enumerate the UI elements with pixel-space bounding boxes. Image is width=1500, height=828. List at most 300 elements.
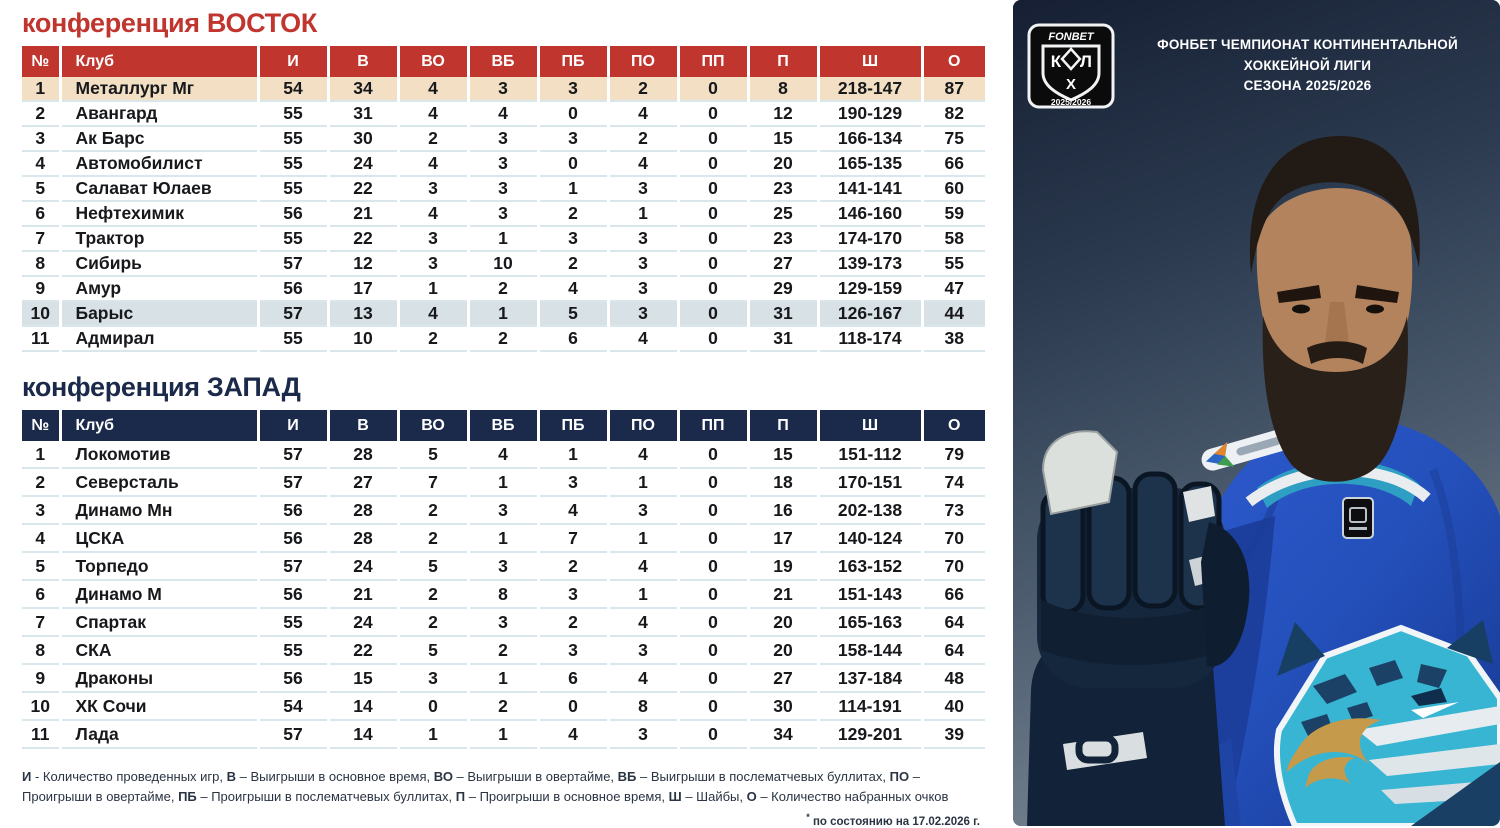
- stat-cell: 30: [328, 126, 398, 151]
- stat-cell: 190-129: [818, 101, 922, 126]
- stat-cell: 4: [608, 151, 678, 176]
- column-header: №: [22, 410, 60, 441]
- stat-cell: 13: [328, 301, 398, 326]
- stat-cell: 0: [678, 301, 748, 326]
- position-cell: 4: [22, 151, 60, 176]
- stat-cell: 0: [678, 468, 748, 496]
- stat-cell: 55: [258, 226, 328, 251]
- stat-cell: 57: [258, 251, 328, 276]
- stat-cell: 47: [922, 276, 985, 301]
- stat-cell: 3: [608, 176, 678, 201]
- stat-cell: 0: [678, 77, 748, 101]
- stat-cell: 56: [258, 580, 328, 608]
- stat-cell: 2: [398, 608, 468, 636]
- position-cell: 10: [22, 692, 60, 720]
- stat-cell: 0: [678, 151, 748, 176]
- table-row: [22, 496, 985, 524]
- stat-cell: 19: [748, 552, 818, 580]
- stat-cell: 57: [258, 301, 328, 326]
- column-header: ВБ: [468, 410, 538, 441]
- stat-cell: 4: [608, 101, 678, 126]
- stat-cell: 3: [608, 301, 678, 326]
- column-header: Ш: [818, 46, 922, 77]
- stat-cell: 55: [258, 151, 328, 176]
- stat-cell: 57: [258, 468, 328, 496]
- table-row: [22, 608, 985, 636]
- stat-cell: 1: [468, 468, 538, 496]
- chest-leopard-logo: [1277, 620, 1500, 826]
- stat-cell: 2: [468, 276, 538, 301]
- stat-cell: 137-184: [818, 664, 922, 692]
- stat-cell: 70: [922, 524, 985, 552]
- conference-west: [22, 372, 985, 749]
- column-header: О: [922, 410, 985, 441]
- stat-cell: 0: [538, 151, 608, 176]
- stat-cell: 57: [258, 552, 328, 580]
- club-cell: Авангард: [60, 101, 258, 126]
- stat-cell: 8: [748, 77, 818, 101]
- club-cell: СКА: [60, 636, 258, 664]
- promo-panel: [1013, 0, 1500, 826]
- stat-cell: 3: [608, 226, 678, 251]
- position-cell: 2: [22, 101, 60, 126]
- stat-cell: 1: [538, 441, 608, 468]
- stat-cell: 4: [468, 101, 538, 126]
- stat-cell: 0: [678, 326, 748, 351]
- stat-cell: 8: [608, 692, 678, 720]
- stat-cell: 3: [468, 496, 538, 524]
- table-row: [22, 101, 985, 126]
- badge-letter-k: К: [1050, 52, 1062, 71]
- stat-cell: 54: [258, 77, 328, 101]
- stat-cell: 114-191: [818, 692, 922, 720]
- stat-cell: 38: [922, 326, 985, 351]
- stat-cell: 4: [398, 151, 468, 176]
- position-cell: 6: [22, 580, 60, 608]
- stat-cell: 2: [538, 552, 608, 580]
- stat-cell: 7: [398, 468, 468, 496]
- stat-cell: 1: [468, 720, 538, 748]
- table-row: [22, 151, 985, 176]
- club-cell: Салават Юлаев: [60, 176, 258, 201]
- column-header: В: [328, 46, 398, 77]
- stat-cell: 0: [678, 101, 748, 126]
- stat-cell: 3: [468, 126, 538, 151]
- stat-cell: 3: [468, 552, 538, 580]
- stat-cell: 0: [678, 720, 748, 748]
- stat-cell: 2: [538, 201, 608, 226]
- stat-cell: 0: [538, 692, 608, 720]
- stat-cell: 55: [922, 251, 985, 276]
- stat-cell: 0: [678, 580, 748, 608]
- column-header: ПП: [678, 46, 748, 77]
- badge-season: 2025/2026: [1050, 97, 1092, 107]
- stat-cell: 3: [538, 580, 608, 608]
- column-header: ПО: [608, 46, 678, 77]
- column-header: ВО: [398, 410, 468, 441]
- stat-cell: 0: [398, 692, 468, 720]
- stat-cell: 2: [468, 636, 538, 664]
- stat-cell: 14: [328, 720, 398, 748]
- stat-cell: 1: [538, 176, 608, 201]
- stat-cell: 4: [398, 301, 468, 326]
- column-header-club: Клуб: [60, 46, 258, 77]
- stat-cell: 0: [678, 664, 748, 692]
- club-cell: ХК Сочи: [60, 692, 258, 720]
- column-header: П: [748, 410, 818, 441]
- stat-cell: 4: [608, 326, 678, 351]
- stat-cell: 10: [328, 326, 398, 351]
- legend-abbr: ПБ: [178, 789, 197, 805]
- stat-cell: 66: [922, 151, 985, 176]
- stat-cell: 170-151: [818, 468, 922, 496]
- stat-cell: 3: [398, 664, 468, 692]
- footnote-star: *: [806, 812, 810, 823]
- position-cell: 4: [22, 524, 60, 552]
- stat-cell: 55: [258, 126, 328, 151]
- stat-cell: 6: [538, 326, 608, 351]
- stat-cell: 55: [258, 636, 328, 664]
- stat-cell: 1: [608, 580, 678, 608]
- stat-cell: 40: [922, 692, 985, 720]
- stat-cell: 27: [748, 251, 818, 276]
- club-cell: Локомотив: [60, 441, 258, 468]
- stat-cell: 0: [678, 441, 748, 468]
- column-header: Ш: [818, 410, 922, 441]
- table-row: [22, 636, 985, 664]
- club-cell: Торпедо: [60, 552, 258, 580]
- stat-cell: 8: [468, 580, 538, 608]
- table-row: [22, 126, 985, 151]
- stat-cell: 0: [678, 126, 748, 151]
- stat-cell: 3: [608, 636, 678, 664]
- stat-cell: 18: [748, 468, 818, 496]
- club-cell: ЦСКА: [60, 524, 258, 552]
- position-cell: 3: [22, 496, 60, 524]
- stat-cell: 0: [678, 552, 748, 580]
- stat-cell: 1: [468, 524, 538, 552]
- position-cell: 7: [22, 226, 60, 251]
- stat-cell: 1: [608, 201, 678, 226]
- stat-cell: 17: [748, 524, 818, 552]
- stat-cell: 59: [922, 201, 985, 226]
- stat-cell: 129-201: [818, 720, 922, 748]
- position-cell: 10: [22, 301, 60, 326]
- stat-cell: 218-147: [818, 77, 922, 101]
- position-cell: 9: [22, 664, 60, 692]
- stat-cell: 74: [922, 468, 985, 496]
- legend-abbr: П: [455, 789, 466, 805]
- stat-cell: 2: [538, 608, 608, 636]
- club-cell: Северсталь: [60, 468, 258, 496]
- position-cell: 5: [22, 176, 60, 201]
- stat-cell: 2: [538, 251, 608, 276]
- stat-cell: 140-124: [818, 524, 922, 552]
- column-header-club: Клуб: [60, 410, 258, 441]
- stat-cell: 0: [678, 226, 748, 251]
- stat-cell: 1: [608, 524, 678, 552]
- stat-cell: 64: [922, 636, 985, 664]
- stat-cell: 5: [398, 636, 468, 664]
- stat-cell: 28: [328, 524, 398, 552]
- stat-cell: 0: [678, 692, 748, 720]
- position-cell: 9: [22, 276, 60, 301]
- hockey-glove: [1027, 431, 1249, 826]
- stat-cell: 44: [922, 301, 985, 326]
- stat-cell: 3: [398, 251, 468, 276]
- stat-cell: 57: [258, 720, 328, 748]
- column-header: ВО: [398, 46, 468, 77]
- table-row: [22, 176, 985, 201]
- stat-cell: 158-144: [818, 636, 922, 664]
- stat-cell: 56: [258, 496, 328, 524]
- column-header: ПО: [608, 410, 678, 441]
- table-row: [22, 692, 985, 720]
- stat-cell: 163-152: [818, 552, 922, 580]
- stat-cell: 12: [748, 101, 818, 126]
- stat-cell: 55: [258, 326, 328, 351]
- stat-cell: 48: [922, 664, 985, 692]
- stat-cell: 27: [328, 468, 398, 496]
- position-cell: 11: [22, 326, 60, 351]
- stat-cell: 56: [258, 664, 328, 692]
- club-cell: Динамо Мн: [60, 496, 258, 524]
- stat-cell: 25: [748, 201, 818, 226]
- standings-table-west: [22, 410, 985, 749]
- stat-cell: 2: [398, 580, 468, 608]
- stat-cell: 5: [538, 301, 608, 326]
- table-row: [22, 664, 985, 692]
- position-cell: 2: [22, 468, 60, 496]
- club-cell: Лада: [60, 720, 258, 748]
- stat-cell: 1: [468, 301, 538, 326]
- stat-cell: 75: [922, 126, 985, 151]
- stat-cell: 165-163: [818, 608, 922, 636]
- table-row: [22, 201, 985, 226]
- stat-cell: 31: [328, 101, 398, 126]
- stat-cell: 64: [922, 608, 985, 636]
- stat-cell: 87: [922, 77, 985, 101]
- stat-cell: 3: [538, 126, 608, 151]
- stat-cell: 0: [678, 201, 748, 226]
- club-cell: Сибирь: [60, 251, 258, 276]
- stat-cell: 21: [328, 580, 398, 608]
- club-cell: Спартак: [60, 608, 258, 636]
- stat-cell: 60: [922, 176, 985, 201]
- stat-cell: 4: [468, 441, 538, 468]
- stat-cell: 23: [748, 176, 818, 201]
- stat-cell: 3: [468, 201, 538, 226]
- stat-cell: 5: [398, 552, 468, 580]
- position-cell: 3: [22, 126, 60, 151]
- stat-cell: 55: [258, 101, 328, 126]
- stat-cell: 24: [328, 608, 398, 636]
- stat-cell: 2: [398, 126, 468, 151]
- stat-cell: 39: [922, 720, 985, 748]
- stats-legend: И - Количество проведенных игр, В – Выигрыши в основное время, ВО – Выигрыши в овертайме, ВБ – Выигрыши в послематчевых буллитах, ПО – Проигрыши в овертайме, ПБ – Проигрыши в послематчевых буллитах, П – Проигрыши в основное время, Ш – Шайбы, О – Количество набранных очков: [22, 769, 949, 805]
- column-header: В: [328, 410, 398, 441]
- table-header-row: [22, 410, 985, 441]
- stat-cell: 0: [678, 176, 748, 201]
- stat-cell: 202-138: [818, 496, 922, 524]
- column-header: П: [748, 46, 818, 77]
- stat-cell: 5: [398, 441, 468, 468]
- stat-cell: 14: [328, 692, 398, 720]
- stat-cell: 4: [608, 608, 678, 636]
- legend-abbr: В: [226, 769, 237, 784]
- stat-cell: 34: [748, 720, 818, 748]
- table-row: [22, 77, 985, 101]
- table-row: [22, 720, 985, 748]
- conference-east-title: конференция ВОСТОК: [22, 8, 318, 38]
- position-cell: 8: [22, 636, 60, 664]
- stat-cell: 3: [468, 151, 538, 176]
- stat-cell: 4: [538, 276, 608, 301]
- stat-cell: 28: [328, 441, 398, 468]
- stat-cell: 4: [398, 201, 468, 226]
- stat-cell: 2: [398, 524, 468, 552]
- stat-cell: 29: [748, 276, 818, 301]
- stat-cell: 0: [678, 276, 748, 301]
- table-row: [22, 301, 985, 326]
- stat-cell: 1: [398, 276, 468, 301]
- stat-cell: 4: [608, 552, 678, 580]
- table-row: [22, 552, 985, 580]
- column-header: ВБ: [468, 46, 538, 77]
- stat-cell: 2: [468, 326, 538, 351]
- stat-cell: 3: [468, 77, 538, 101]
- legend-abbr: ПО: [889, 769, 910, 784]
- stat-cell: 24: [328, 552, 398, 580]
- badge-letter-x: Х: [1065, 76, 1077, 93]
- stat-cell: 31: [748, 326, 818, 351]
- position-cell: 5: [22, 552, 60, 580]
- table-header-row: [22, 46, 985, 77]
- stat-cell: 56: [258, 201, 328, 226]
- stat-cell: 55: [258, 608, 328, 636]
- stat-cell: 22: [328, 176, 398, 201]
- club-cell: Автомобилист: [60, 151, 258, 176]
- legend-abbr: ВБ: [617, 769, 637, 784]
- table-row: [22, 441, 985, 468]
- club-cell: Ак Барс: [60, 126, 258, 151]
- stat-cell: 126-167: [818, 301, 922, 326]
- column-header: №: [22, 46, 60, 77]
- stat-cell: 3: [538, 77, 608, 101]
- stat-cell: 1: [398, 720, 468, 748]
- stat-cell: 166-134: [818, 126, 922, 151]
- table-row: [22, 326, 985, 351]
- legend-abbr: ВО: [433, 769, 453, 784]
- position-cell: 1: [22, 441, 60, 468]
- stat-cell: 0: [678, 524, 748, 552]
- stat-cell: 15: [748, 441, 818, 468]
- stat-cell: 70: [922, 552, 985, 580]
- stat-cell: 2: [398, 496, 468, 524]
- stat-cell: 24: [328, 151, 398, 176]
- position-cell: 6: [22, 201, 60, 226]
- club-cell: Металлург Мг: [60, 77, 258, 101]
- stat-cell: 165-135: [818, 151, 922, 176]
- column-header: ПБ: [538, 46, 608, 77]
- stat-cell: 28: [328, 496, 398, 524]
- stat-cell: 15: [328, 664, 398, 692]
- stat-cell: 0: [538, 101, 608, 126]
- club-cell: Трактор: [60, 226, 258, 251]
- column-header: ПБ: [538, 410, 608, 441]
- stat-cell: 7: [538, 524, 608, 552]
- table-row: [22, 226, 985, 251]
- stat-cell: 3: [538, 226, 608, 251]
- league-heading-line2: СЕЗОНА 2025/2026: [1243, 78, 1372, 94]
- stat-cell: 31: [748, 301, 818, 326]
- column-header: ПП: [678, 410, 748, 441]
- stat-cell: 174-170: [818, 226, 922, 251]
- stat-cell: 146-160: [818, 201, 922, 226]
- table-row: [22, 580, 985, 608]
- khl-badge-logo: [1027, 23, 1115, 109]
- stat-cell: 2: [398, 326, 468, 351]
- stat-cell: 17: [328, 276, 398, 301]
- stat-cell: 2: [608, 126, 678, 151]
- panel-header: [1013, 0, 1500, 132]
- stat-cell: 54: [258, 692, 328, 720]
- stat-cell: 20: [748, 151, 818, 176]
- legend-abbr: Ш: [668, 789, 682, 805]
- stat-cell: 58: [922, 226, 985, 251]
- club-cell: Амур: [60, 276, 258, 301]
- stat-cell: 0: [678, 608, 748, 636]
- stat-cell: 21: [748, 580, 818, 608]
- conference-east: [22, 8, 985, 352]
- stat-cell: 139-173: [818, 251, 922, 276]
- stat-cell: 79: [922, 441, 985, 468]
- stat-cell: 141-141: [818, 176, 922, 201]
- stat-cell: 1: [468, 664, 538, 692]
- standings-table-east: [22, 46, 985, 352]
- stat-cell: 0: [678, 496, 748, 524]
- position-cell: 1: [22, 77, 60, 101]
- stat-cell: 4: [398, 77, 468, 101]
- stat-cell: 15: [748, 126, 818, 151]
- club-cell: Нефтехимик: [60, 201, 258, 226]
- stat-cell: 23: [748, 226, 818, 251]
- badge-letter-l: Л: [1080, 52, 1092, 71]
- stat-cell: 73: [922, 496, 985, 524]
- legend-abbr: И: [22, 769, 32, 784]
- column-header: И: [258, 410, 328, 441]
- stat-cell: 3: [608, 496, 678, 524]
- stat-cell: 3: [608, 251, 678, 276]
- stat-cell: 10: [468, 251, 538, 276]
- stat-cell: 20: [748, 608, 818, 636]
- stat-cell: 55: [258, 176, 328, 201]
- stat-cell: 2: [468, 692, 538, 720]
- stat-cell: 4: [538, 496, 608, 524]
- table-row: [22, 524, 985, 552]
- stat-cell: 27: [748, 664, 818, 692]
- stat-cell: 151-143: [818, 580, 922, 608]
- stat-cell: 82: [922, 101, 985, 126]
- stat-cell: 0: [678, 251, 748, 276]
- club-cell: Адмирал: [60, 326, 258, 351]
- club-cell: Драконы: [60, 664, 258, 692]
- stat-cell: 3: [538, 636, 608, 664]
- club-cell: Барыс: [60, 301, 258, 326]
- legend-abbr: О: [746, 789, 757, 805]
- stat-cell: 16: [748, 496, 818, 524]
- stat-cell: 21: [328, 201, 398, 226]
